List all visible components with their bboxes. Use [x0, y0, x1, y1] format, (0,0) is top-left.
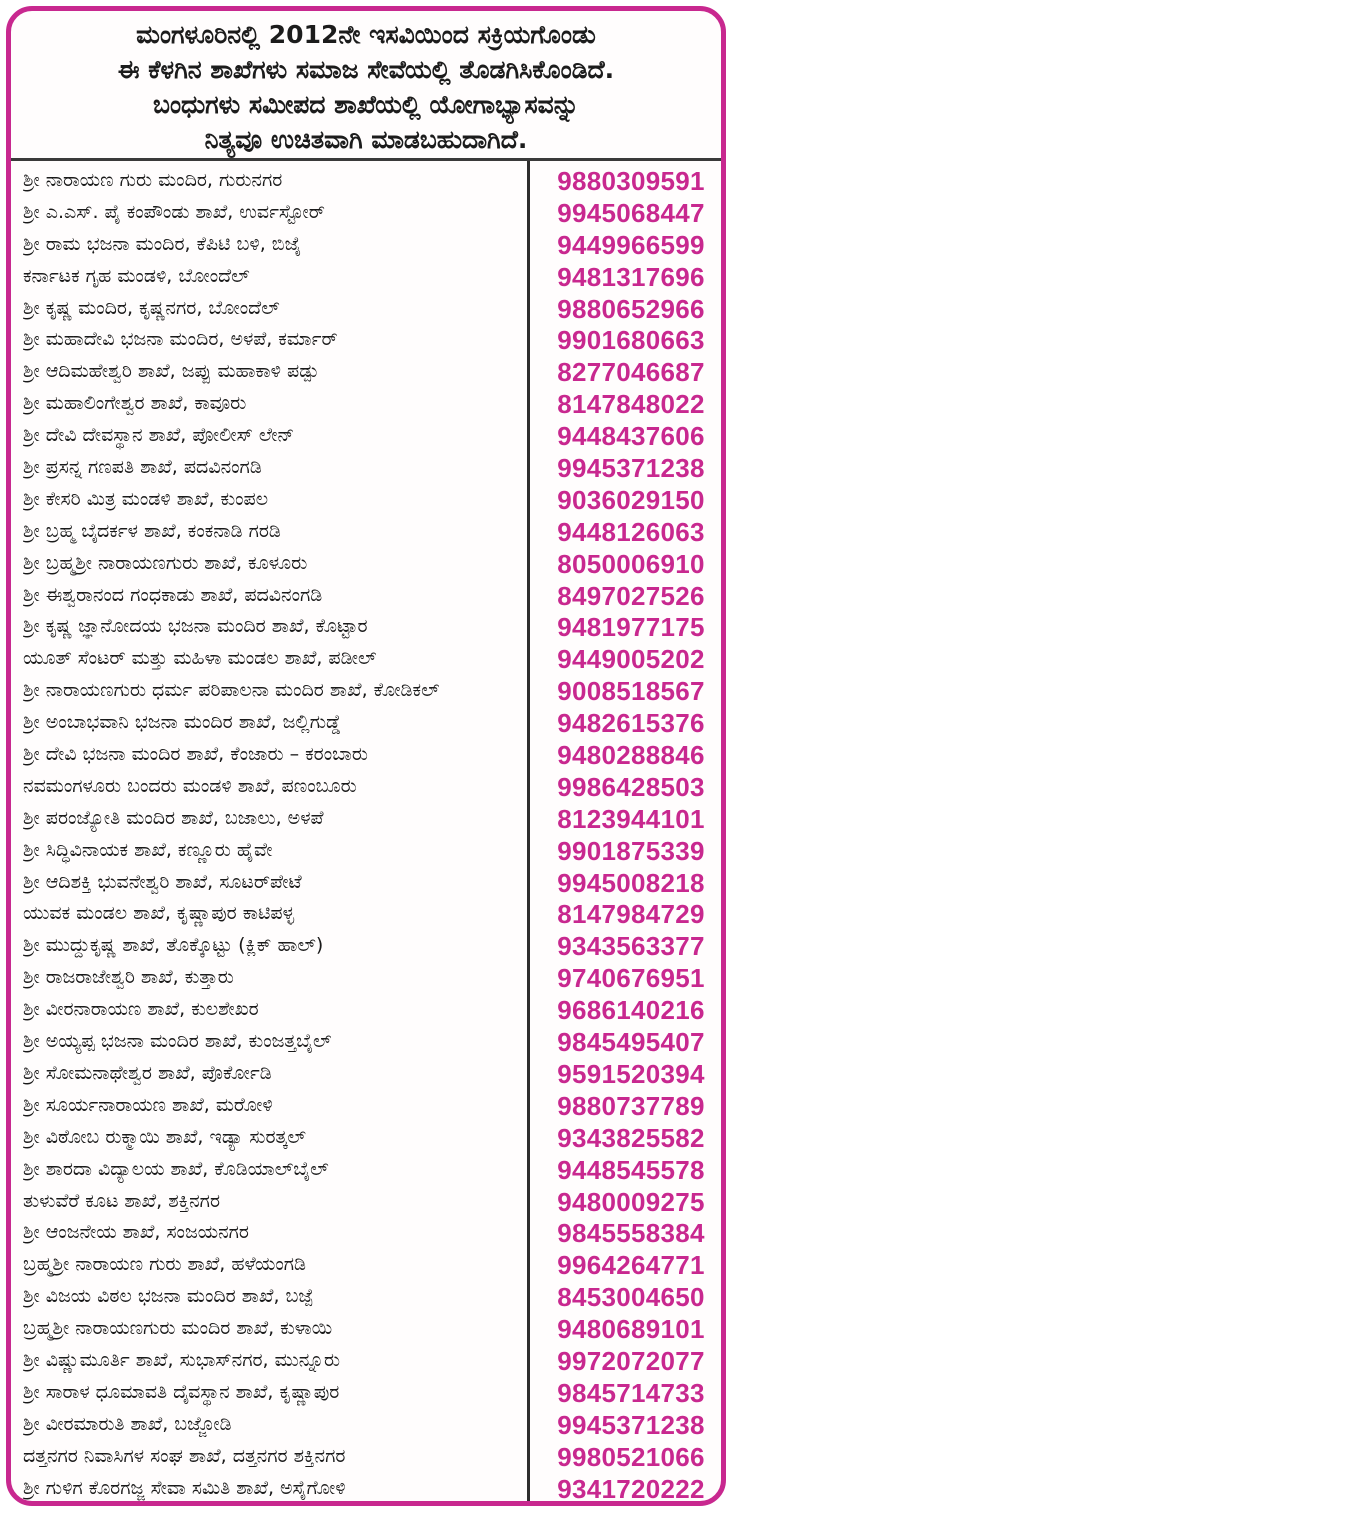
- branch-name: ಶ್ರೀ ಗುಳಿಗ ಕೊರಗಜ್ಜ ಸೇವಾ ಸಮಿತಿ ಶಾಖೆ, ಅಸೈಗೋಳಿ: [23, 1476, 346, 1499]
- branch-name: ಶ್ರೀ ಸೂರ್ಯನಾರಾಯಣ ಶಾಖೆ, ಮರೋಳಿ: [23, 1093, 273, 1116]
- table-row: [11, 324, 721, 356]
- table-row: [11, 1186, 721, 1218]
- branch-phone: 9972072077: [557, 1345, 705, 1376]
- branch-phone: 9449966599: [557, 229, 705, 260]
- table-row: [11, 1122, 721, 1154]
- branch-name: ಬ್ರಹ್ಮಶ್ರೀ ನಾರಾಯಣ ಗುರು ಶಾಖೆ, ಹಳೆಯಂಗಡಿ: [23, 1253, 306, 1276]
- branch-name: ಶ್ರೀ ಮುದ್ದುಕೃಷ್ಣ ಶಾಖೆ, ತೊಕ್ಕೊಟ್ಟು (ಕ್ಲಿಕ್ ಹಾಲ್): [23, 934, 324, 957]
- branch-name: ಶ್ರೀ ಮಹಾಲಿಂಗೇಶ್ವರ ಶಾಖೆ, ಕಾವೂರು: [23, 392, 247, 415]
- branch-name: ಶ್ರೀ ಎ.ಎಸ್. ಪೈ ಕಂಪೌಂಡು ಶಾಖೆ, ಉರ್ವಸ್ಟೋರ್: [23, 200, 325, 223]
- branch-name: ಶ್ರೀ ದೇವಿ ದೇವಸ್ಥಾನ ಶಾಖೆ, ಪೋಲೀಸ್ ಲೇನ್: [23, 424, 295, 447]
- table-row: [11, 1217, 721, 1249]
- branch-phone: 9341720222: [557, 1473, 705, 1504]
- branch-name: ಶ್ರೀ ವಿಷ್ಣುಮೂರ್ತಿ ಶಾಖೆ, ಸುಭಾಸ್‌ನಗರ, ಮುನ್ನೂರು: [23, 1348, 341, 1371]
- branch-name: ಶ್ರೀ ವಿಜಯ ವಿಠಲ ಭಜನಾ ಮಂದಿರ ಶಾಖೆ, ಬಜ್ಪೆ: [23, 1285, 314, 1308]
- table-row: [11, 611, 721, 643]
- branch-name: ಶ್ರೀ ವೀರನಾರಾಯಣ ಶಾಖೆ, ಕುಲಶೇಖರ: [23, 998, 259, 1021]
- branch-name: ಶ್ರೀ ಆದಿಶಕ್ತಿ ಭುವನೇಶ್ವರಿ ಶಾಖೆ, ಸೂಟರ್‌ಪೇಟೆ: [23, 870, 302, 893]
- branch-phone: 8147848022: [557, 389, 705, 420]
- branch-phone: 9845495407: [557, 1027, 705, 1058]
- table-row: [11, 867, 721, 899]
- table-row: [11, 165, 721, 197]
- branch-name: ಶ್ರೀ ವೀರಮಾರುತಿ ಶಾಖೆ, ಬಜ್ಜೋಡಿ: [23, 1412, 232, 1435]
- branch-phone: 9036029150: [557, 484, 705, 515]
- branch-phone: 9980521066: [557, 1441, 705, 1472]
- branch-phone: 8050006910: [557, 548, 705, 579]
- branch-name: ಶ್ರೀ ಸಾರಾಳ ಧೂಮಾವತಿ ದೈವಸ್ಥಾನ ಶಾಖೆ, ಕೃಷ್ಣಾಪುರ: [23, 1380, 340, 1403]
- table-row: [11, 388, 721, 420]
- table-row: [11, 1090, 721, 1122]
- branch-phone: 9591520394: [557, 1058, 705, 1089]
- branch-phone: 9448545578: [557, 1154, 705, 1185]
- table-row: [11, 930, 721, 962]
- branch-phone: 9945068447: [557, 197, 705, 228]
- table-row: [11, 962, 721, 994]
- branch-phone: 9448437606: [557, 421, 705, 452]
- branch-phone: 9686140216: [557, 995, 705, 1026]
- table-row: [11, 675, 721, 707]
- intro-line: ಬಂಧುಗಳು ಸಮೀಪದ ಶಾಖೆಯಲ್ಲಿ ಯೋಗಾಭ್ಯಾಸವನ್ನು: [153, 90, 579, 119]
- table-row: [11, 229, 721, 261]
- branch-phone: 9008518567: [557, 676, 705, 707]
- branch-phone: 9343825582: [557, 1122, 705, 1153]
- branch-name: ಯುವಕ ಮಂಡಲ ಶಾಖೆ, ಕೃಷ್ಣಾಪುರ ಕಾಟಿಪಳ್ಳ: [23, 902, 295, 925]
- branch-name: ಶ್ರೀ ಕೃಷ್ಣ ಮಂದಿರ, ಕೃಷ್ಣನಗರ, ಬೋಂದೆಲ್: [23, 296, 280, 319]
- table-row: [11, 898, 721, 930]
- branch-name: ಶ್ರೀ ಸಿದ್ಧಿವಿನಾಯಕ ಶಾಖೆ, ಕಣ್ಣೂರು ಹೈವೇ: [23, 838, 273, 861]
- table-row: [11, 739, 721, 771]
- branch-name: ಶ್ರೀ ನಾರಾಯಣಗುರು ಧರ್ಮ ಪರಿಪಾಲನಾ ಮಂದಿರ ಶಾಖೆ, ಕೋಡಿಕಲ್: [23, 679, 440, 702]
- branch-name: ತುಳುವೆರೆ ಕೂಟ ಶಾಖೆ, ಶಕ್ತಿನಗರ: [23, 1189, 221, 1212]
- table-row: [11, 1281, 721, 1313]
- branch-name: ಶ್ರೀ ಈಶ್ವರಾನಂದ ಗಂಧಕಾಡು ಶಾಖೆ, ಪದವಿನಂಗಡಿ: [23, 583, 323, 606]
- branch-name: ಯೂತ್ ಸೆಂಟರ್ ಮತ್ತು ಮಹಿಳಾ ಮಂಡಲ ಶಾಖೆ, ಪಡೀಲ್: [23, 647, 377, 670]
- branch-name: ಬ್ರಹ್ಮಶ್ರೀ ನಾರಾಯಣಗುರು ಮಂದಿರ ಶಾಖೆ, ಕುಳಾಯಿ: [23, 1317, 333, 1340]
- branch-phone: 8277046687: [557, 357, 705, 388]
- branch-name: ಶ್ರೀ ದೇವಿ ಭಜನಾ ಮಂದಿರ ಶಾಖೆ, ಕೆಂಜಾರು – ಕರಂಬಾರು: [23, 743, 368, 766]
- table-row: [11, 1473, 721, 1505]
- intro-line: ಮಂಗಳೂರಿನಲ್ಲಿ 2012ನೇ ಇಸವಿಯಿಂದ ಸಕ್ರಿಯಗೊಂಡು: [136, 20, 596, 49]
- branch-name: ಶ್ರೀ ಶಾರದಾ ವಿದ್ಯಾಲಯ ಶಾಖೆ, ಕೊಡಿಯಾಲ್‌ಬೈಲ್: [23, 1157, 329, 1180]
- branch-phone: 9449005202: [557, 644, 705, 675]
- branch-phone: 9448126063: [557, 516, 705, 547]
- table-row: [11, 516, 721, 548]
- branch-name: ಕರ್ನಾಟಕ ಗೃಹ ಮಂಡಳಿ, ಬೋಂದೆಲ್: [23, 264, 250, 287]
- branch-name: ಶ್ರೀ ಕೇಸರಿ ಮಿತ್ರ ಮಂಡಳಿ ಶಾಖೆ, ಕುಂಪಲ: [23, 487, 269, 510]
- branch-name: ಶ್ರೀ ಅಂಬಾಭವಾನಿ ಭಜನಾ ಮಂದಿರ ಶಾಖೆ, ಜಲ್ಲಿಗುಡ್ಡೆ: [23, 711, 342, 734]
- branch-phone: 9482615376: [557, 708, 705, 739]
- branch-table: [11, 165, 721, 1504]
- branch-name: ಶ್ರೀ ಬ್ರಹ್ಮಶ್ರೀ ನಾರಾಯಣಗುರು ಶಾಖೆ, ಕೂಳೂರು: [23, 551, 308, 574]
- intro-line: ನಿತ್ಯವೂ ಉಚಿತವಾಗಿ ಮಾಡಬಹುದಾಗಿದೆ.: [204, 125, 528, 154]
- branch-phone: 9964264771: [557, 1250, 705, 1281]
- table-row: [11, 548, 721, 580]
- branch-name: ಶ್ರೀ ಪರಂಜ್ಯೋತಿ ಮಂದಿರ ಶಾಖೆ, ಬಜಾಲು, ಅಳಪೆ: [23, 806, 324, 829]
- branch-name: ಶ್ರೀ ಪ್ರಸನ್ನ ಗಣಪತಿ ಶಾಖೆ, ಪದವಿನಂಗಡಿ: [23, 456, 262, 479]
- branch-name: ಶ್ರೀ ಬ್ರಹ್ಮ ಬೈದರ್ಕಳ ಶಾಖೆ, ಕಂಕನಾಡಿ ಗರಡಿ: [23, 519, 281, 542]
- table-row: [11, 1441, 721, 1473]
- table-row: [11, 771, 721, 803]
- table-row: [11, 1313, 721, 1345]
- table-row: [11, 803, 721, 835]
- branch-phone: 9480288846: [557, 740, 705, 771]
- table-row: [11, 356, 721, 388]
- branch-name: ಶ್ರೀ ನಾರಾಯಣ ಗುರು ಮಂದಿರ, ಗುರುನಗರ: [23, 169, 283, 191]
- branch-name: ನವಮಂಗಳೂರು ಬಂದರು ಮಂಡಳಿ ಶಾಖೆ, ಪಣಂಬೂರು: [23, 774, 357, 797]
- table-row: [11, 1377, 721, 1409]
- branch-phone: 9880737789: [557, 1090, 705, 1121]
- branch-phone: 8453004650: [557, 1282, 705, 1313]
- branch-phone: 9880309591: [557, 166, 705, 196]
- branch-phone: 9740676951: [557, 963, 705, 994]
- branch-phone: 8123944101: [557, 803, 705, 834]
- table-row: [11, 452, 721, 484]
- table-row: [11, 1345, 721, 1377]
- table-row: [11, 1026, 721, 1058]
- table-row: [11, 261, 721, 293]
- branch-name: ಶ್ರೀ ಕೃಷ್ಣ ಜ್ಞಾನೋದಯ ಭಜನಾ ಮಂದಿರ ಶಾಖೆ, ಕೊಟ್ಟಾರ: [23, 615, 368, 638]
- branch-name: ಶ್ರೀ ರಾಮ ಭಜನಾ ಮಂದಿರ, ಕೆಪಿಟಿ ಬಳಿ, ಬಿಜೈ: [23, 232, 302, 255]
- branch-name: ಶ್ರೀ ಆದಿಮಹೇಶ್ವರಿ ಶಾಖೆ, ಜಪ್ಪು ಮಹಾಕಾಳಿ ಪಡ್ಪು: [23, 360, 319, 383]
- table-row: [11, 994, 721, 1026]
- table-row: [11, 580, 721, 612]
- branch-phone: 9945371238: [557, 453, 705, 484]
- branch-phone: 9845714733: [557, 1377, 705, 1408]
- branch-name: ಶ್ರೀ ಆಂಜನೇಯ ಶಾಖೆ, ಸಂಜಯನಗರ: [23, 1221, 249, 1244]
- table-row: [11, 420, 721, 452]
- intro-line: ಈ ಕೆಳಗಿನ ಶಾಖೆಗಳು ಸಮಾಜ ಸೇವೆಯಲ್ಲಿ ತೊಡಗಿಸಿಕೊಂಡಿದೆ.: [117, 55, 615, 84]
- table-row: [11, 1058, 721, 1090]
- branch-phone: 9480689101: [557, 1314, 705, 1345]
- table-row: [11, 484, 721, 516]
- branch-name: ದತ್ತನಗರ ನಿವಾಸಿಗಳ ಸಂಘ ಶಾಖೆ, ದತ್ತನಗರ ಶಕ್ತಿನಗರ: [23, 1444, 346, 1467]
- table-row: [11, 1154, 721, 1186]
- table-row: [11, 643, 721, 675]
- branch-phone: 9945008218: [557, 867, 705, 898]
- branch-name: ಶ್ರೀ ರಾಜರಾಜೇಶ್ವರಿ ಶಾಖೆ, ಕುತ್ತಾರು: [23, 966, 234, 989]
- table-row: [11, 707, 721, 739]
- branch-phone: 8147984729: [557, 899, 705, 930]
- branch-phone: 9901680663: [557, 325, 705, 356]
- intro-header: [11, 11, 721, 161]
- branch-phone: 8497027526: [557, 580, 705, 611]
- table-row: [11, 293, 721, 325]
- branch-phone: 9481977175: [557, 612, 705, 643]
- branch-name: ಶ್ರೀ ಸೋಮನಾಥೇಶ್ವರ ಶಾಖೆ, ಪೊರ್ಕೋಡಿ: [23, 1061, 272, 1084]
- table-row: [11, 1409, 721, 1441]
- branch-phone: 9481317696: [557, 261, 705, 292]
- branch-phone: 9480009275: [557, 1186, 705, 1217]
- table-row: [11, 197, 721, 229]
- branch-phone: 9880652966: [557, 293, 705, 324]
- branch-name: ಶ್ರೀ ವಿಠೋಬ ರುಕ್ಮಾಯಿ ಶಾಖೆ, ಇಡ್ಯಾ ಸುರತ್ಕಲ್: [23, 1125, 306, 1148]
- branch-phone: 9343563377: [557, 931, 705, 962]
- branch-phone: 9845558384: [557, 1218, 705, 1249]
- branch-phone: 9945371238: [557, 1409, 705, 1440]
- branch-phone: 9986428503: [557, 771, 705, 802]
- branch-name: ಶ್ರೀ ಅಯ್ಯಪ್ಪ ಭಜನಾ ಮಂದಿರ ಶಾಖೆ, ಕುಂಜತ್ತಬೈಲ್: [23, 1030, 332, 1053]
- table-row: [11, 1249, 721, 1281]
- table-row: [11, 835, 721, 867]
- branch-list-card: [6, 6, 726, 1506]
- branch-name: ಶ್ರೀ ಮಹಾದೇವಿ ಭಜನಾ ಮಂದಿರ, ಅಳಪೆ, ಕರ್ಮಾರ್: [23, 328, 338, 351]
- branch-phone: 9901875339: [557, 835, 705, 866]
